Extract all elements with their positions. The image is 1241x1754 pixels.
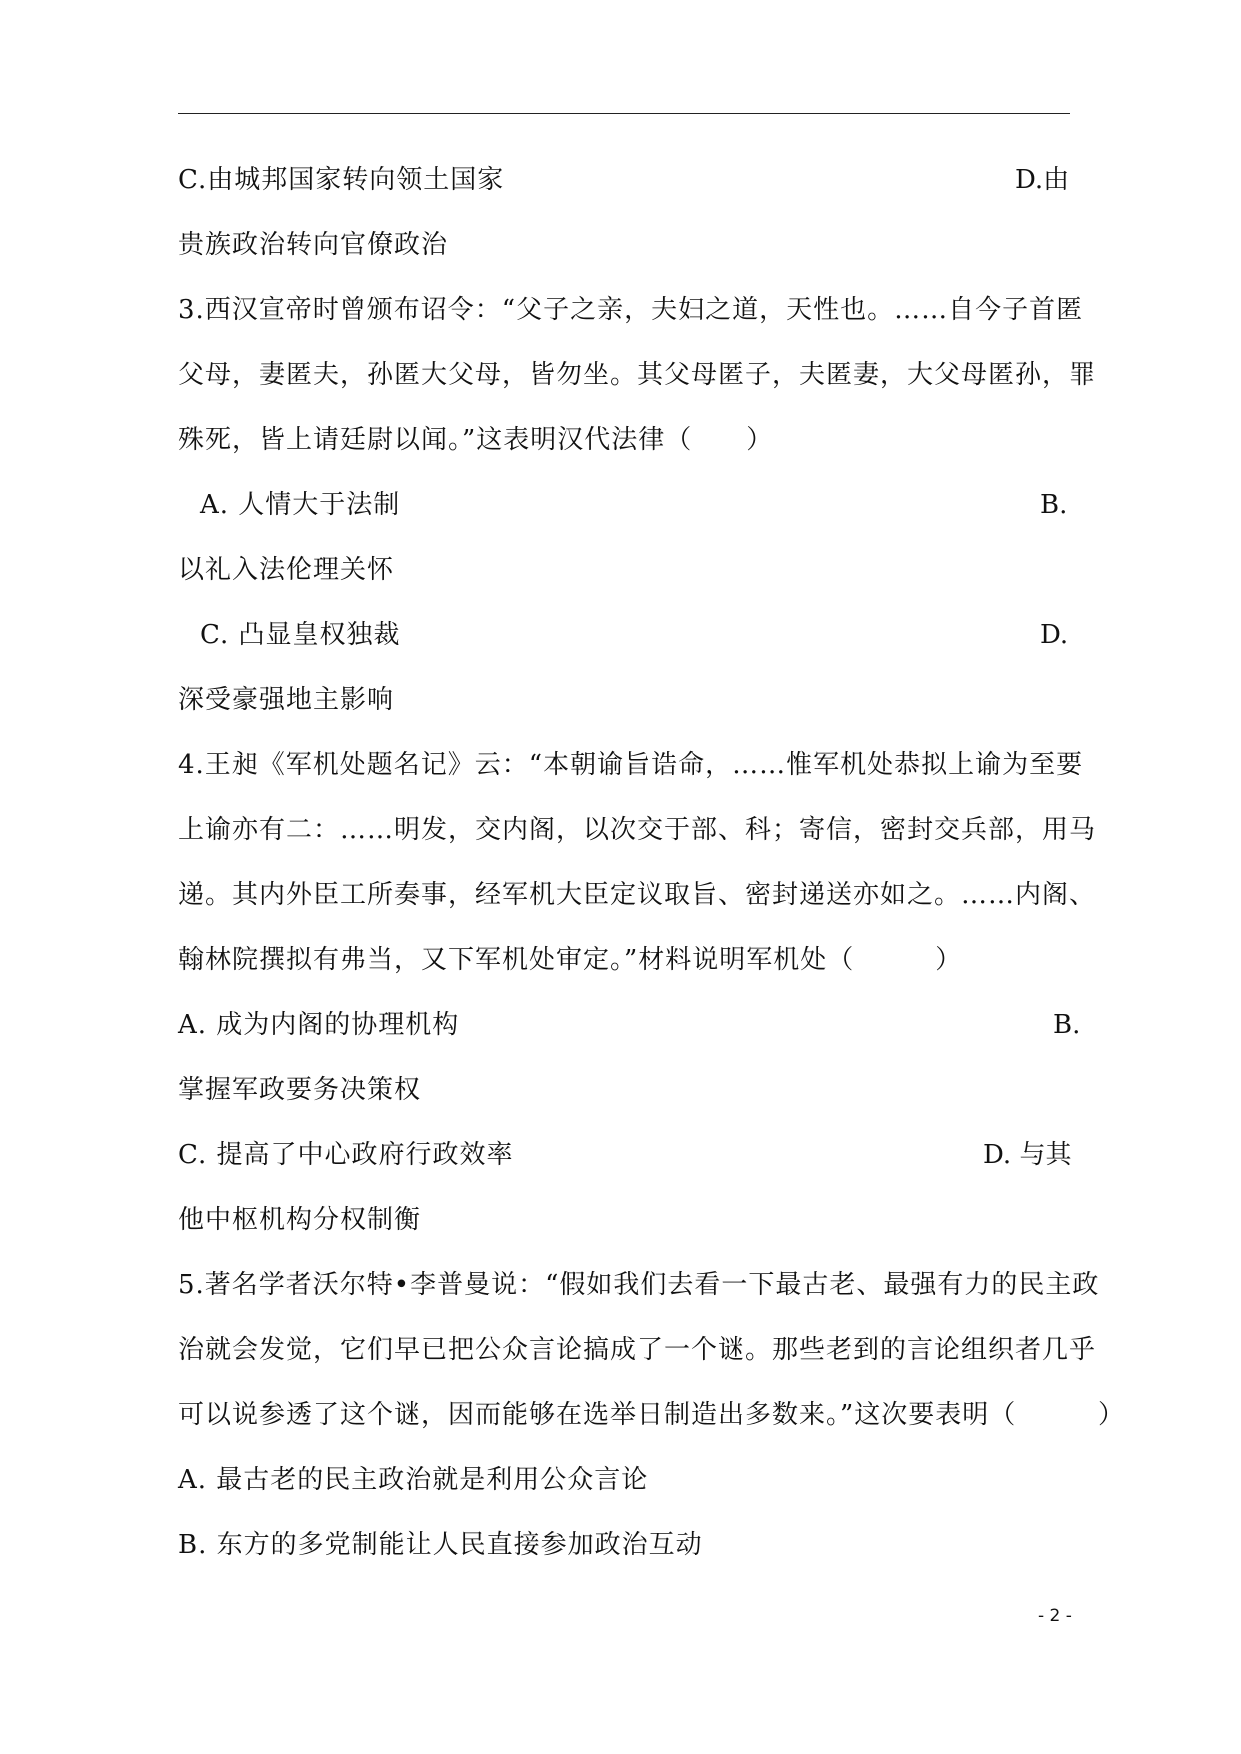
q5-stem-line-3: 可以说参透了这个谜，因而能够在选举日制造出多数来。”这次要表明（ (178, 1400, 1017, 1430)
q4-option-a: A. 成为内阁的协理机构 (178, 1010, 460, 1040)
q2-option-d-continued: 贵族政治转向官僚政治 (178, 230, 449, 260)
q3-option-c: C. 凸显皇权独裁 (200, 620, 401, 650)
q3-option-b-continued: 以礼入法伦理关怀 (178, 555, 395, 585)
q3-stem-line-1: 3.西汉宣帝时曾颁布诏令：“父子之亲，夫妇之道，天性也。……自今子首匿 (178, 295, 1084, 325)
page-number: - 2 - (1038, 1606, 1072, 1626)
q5-stem-line-3-close-paren: ） (1098, 1400, 1125, 1430)
q2-option-c: C.由城邦国家转向领土国家 (178, 165, 505, 195)
q4-option-d-start: D. 与其 (983, 1140, 1072, 1170)
q4-option-c: C. 提高了中心政府行政效率 (178, 1140, 514, 1170)
q4-option-b-continued: 掌握军政要务决策权 (178, 1075, 422, 1105)
q4-stem-line-2: 上谕亦有二：……明发，交内阁，以次交于部、科；寄信，密封交兵部，用马 (178, 815, 1097, 845)
q4-stem-line-4: 翰林院撰拟有弗当，又下军机处审定。”材料说明军机处（ ） (178, 945, 963, 975)
q5-option-a: A. 最古老的民主政治就是利用公众言论 (178, 1465, 649, 1495)
q3-stem-line-2: 父母，妻匿夫，孙匿大父母，皆勿坐。其父母匿子，夫匿妻，大父母匿孙，罪 (178, 360, 1097, 390)
q3-option-a: A. 人情大于法制 (200, 490, 401, 520)
q3-option-b-start: B. (1040, 490, 1068, 520)
q3-option-d-start: D. (1040, 620, 1069, 650)
q4-option-d-continued: 他中枢机构分权制衡 (178, 1205, 422, 1235)
q4-stem-line-1: 4.王昶《军机处题名记》云：“本朝谕旨诰命，……惟军机处恭拟上谕为至要 (178, 750, 1084, 780)
q3-option-d-continued: 深受豪强地主影响 (178, 685, 395, 715)
q5-stem-line-2: 治就会发觉，它们早已把公众言论搞成了一个谜。那些老到的言论组织者几乎 (178, 1335, 1097, 1365)
q3-stem-line-3: 殊死，皆上请廷尉以闻。”这表明汉代法律（ ） (178, 425, 774, 455)
header-rule (178, 113, 1070, 114)
q2-option-d-start: D.由 (1015, 165, 1070, 195)
q4-option-b-start: B. (1053, 1010, 1081, 1040)
q5-option-b: B. 东方的多党制能让人民直接参加政治互动 (178, 1530, 703, 1560)
q4-stem-line-3: 递。其内外臣工所奏事，经军机大臣定议取旨、密封递送亦如之。……内阁、 (178, 880, 1097, 910)
q5-stem-line-1: 5.著名学者沃尔特•李普曼说：“假如我们去看一下最古老、最强有力的民主政 (178, 1270, 1100, 1300)
